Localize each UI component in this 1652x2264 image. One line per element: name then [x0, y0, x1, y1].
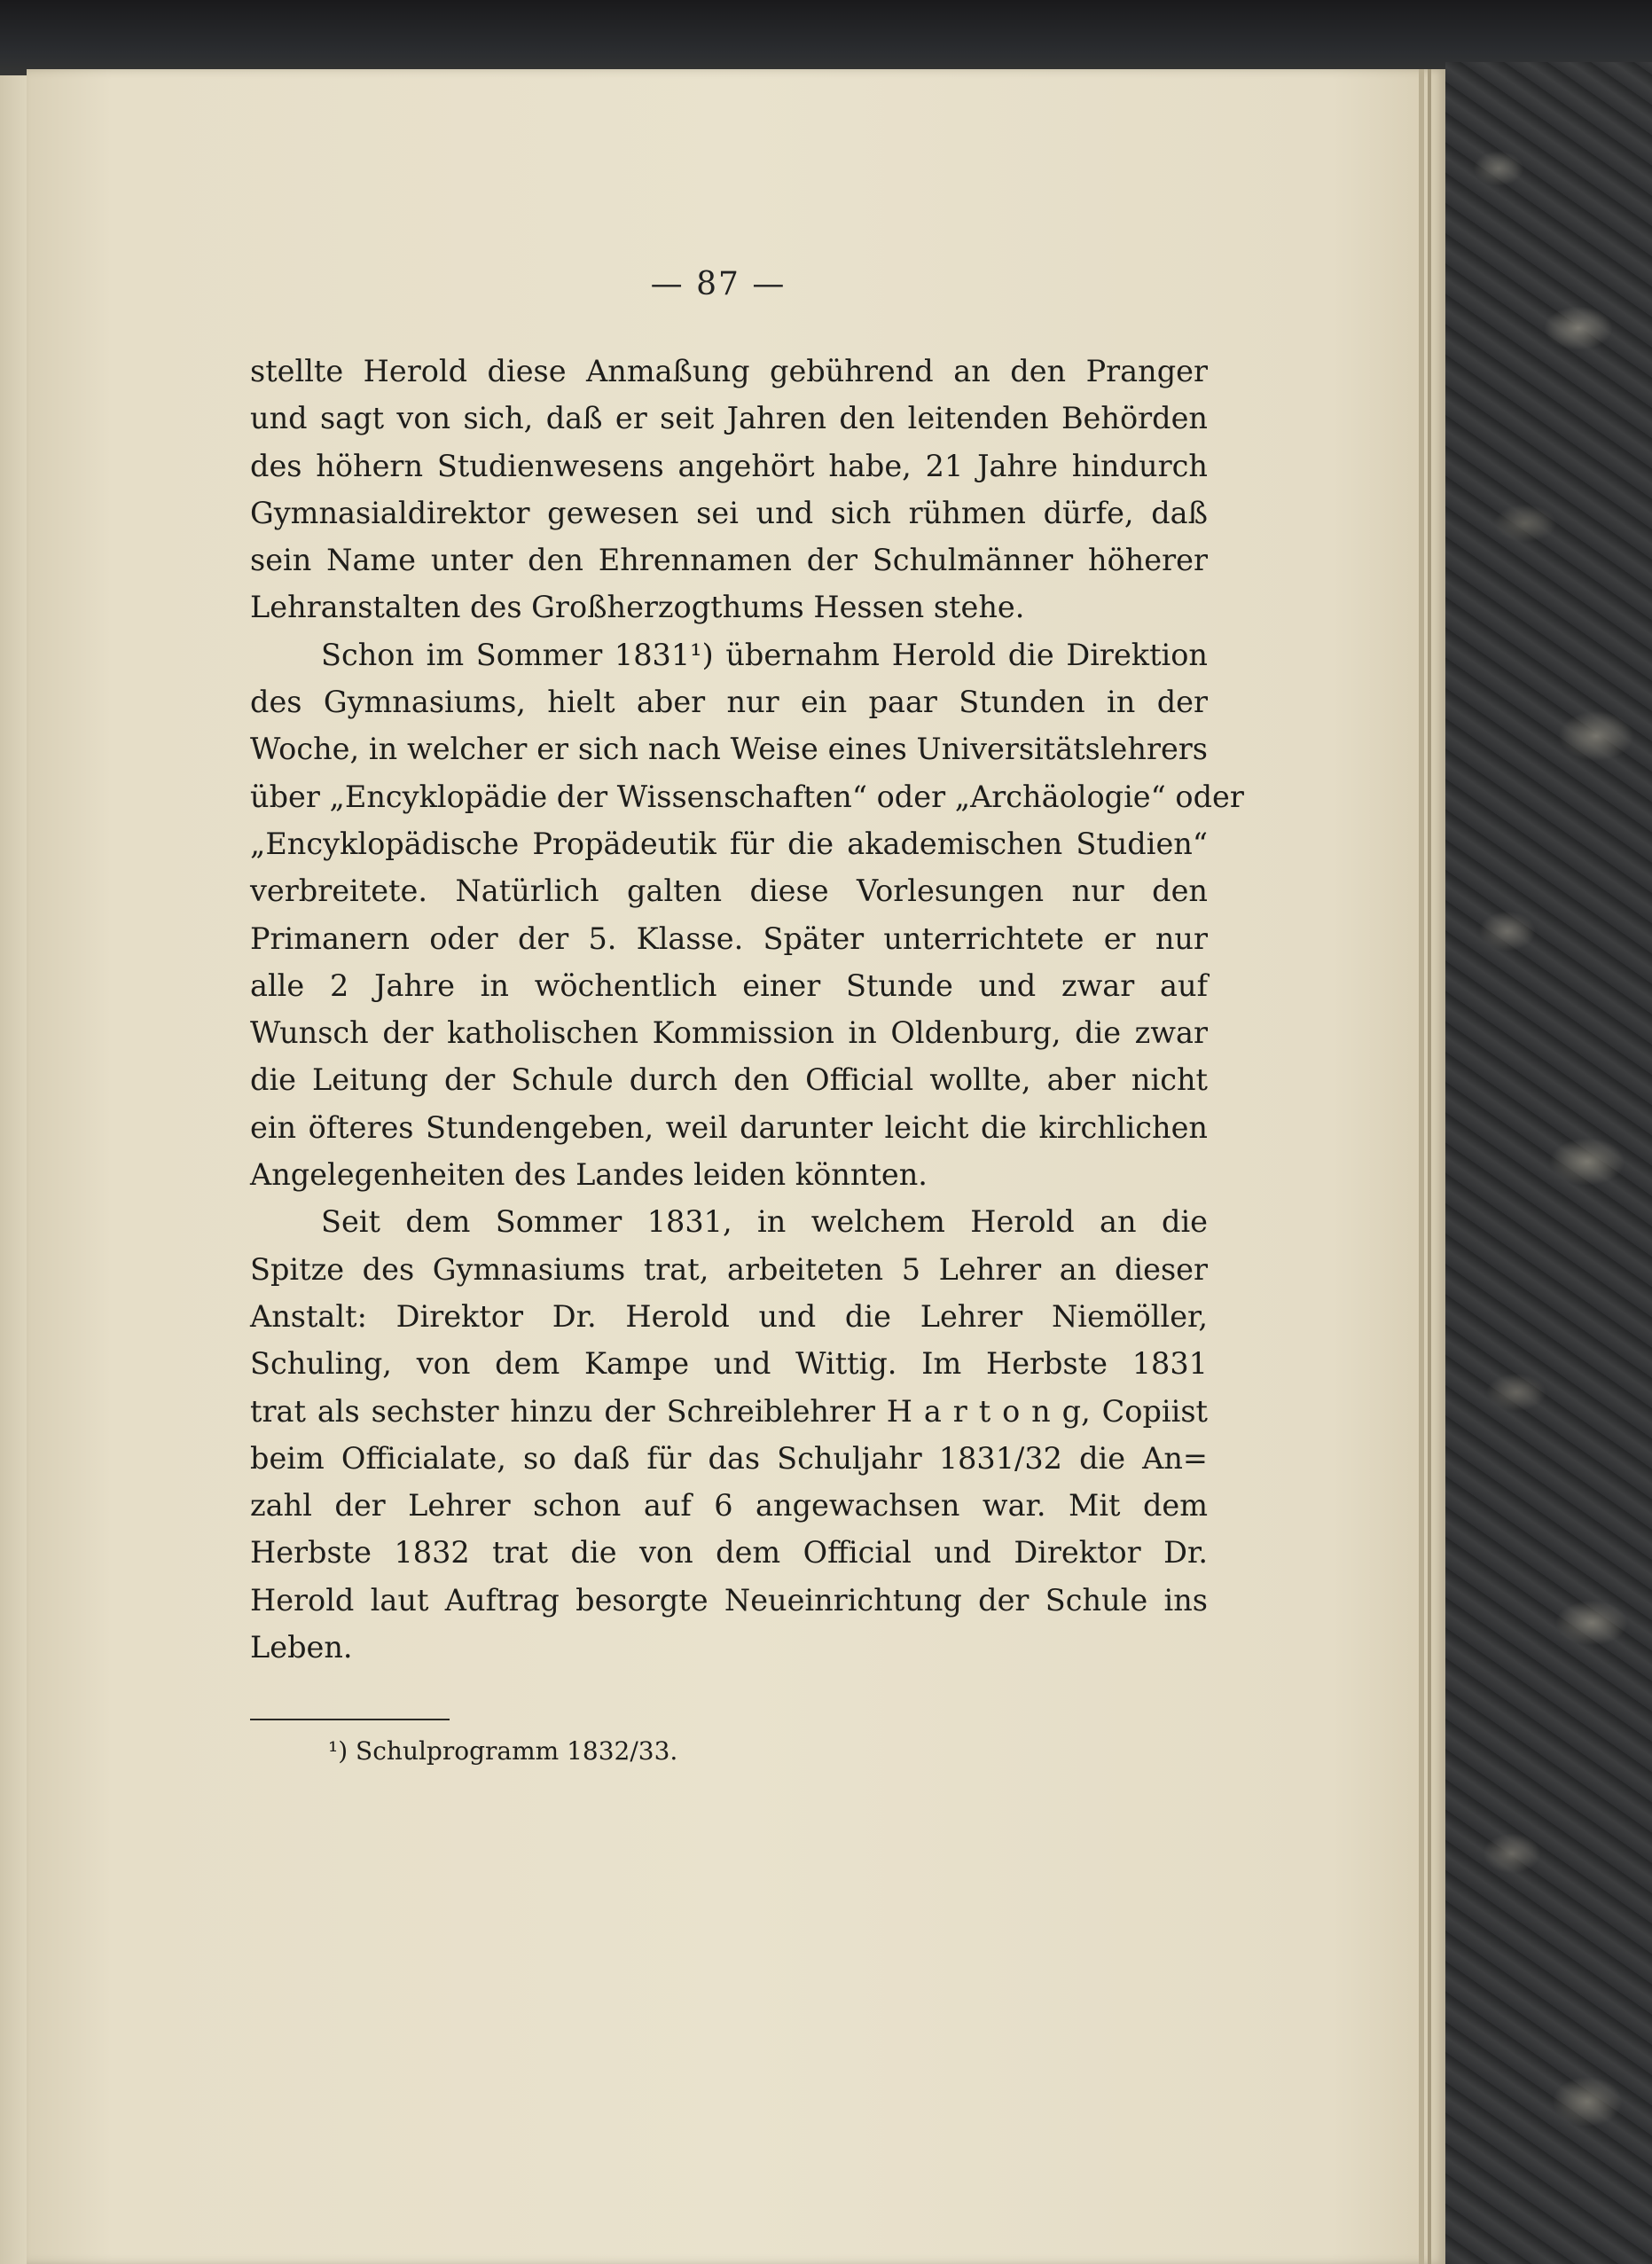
text-line: Schuling, von dem Kampe und Wittig. Im Herbste 1831 [250, 1346, 1208, 1382]
text-line: Herbste 1832 trat die von dem Official und Direktor Dr. [250, 1535, 1208, 1571]
text-line: Lehranstalten des Großherzogthums Hessen stehe. [250, 590, 1025, 625]
page-number: — 87 — [650, 266, 787, 302]
text-line: „Encyklopädische Propädeutik für die akademischen Studien“ [250, 826, 1208, 861]
text-line: Schon im Sommer 1831¹) übernahm Herold die Direktion [321, 637, 1208, 672]
text-line: Angelegenheiten des Landes leiden könnten. [250, 1157, 928, 1193]
text-line: Gymnasialdirektor gewesen sei und sich rühmen dürfe, daß [250, 495, 1208, 530]
text-line: sein Name unter den Ehrennamen der Schulmänner höherer [250, 543, 1208, 578]
body-text [250, 348, 1244, 1671]
text-line: Spitze des Gymnasiums trat, arbeiteten 5 Lehrer an dieser [250, 1251, 1208, 1287]
text-line: des Gymnasiums, hielt aber nur ein paar Stunden in der [250, 685, 1208, 720]
text-line: verbreitete. Natürlich galten diese Vorlesungen nur den [250, 873, 1208, 909]
text-line: alle 2 Jahre in wöchentlich einer Stunde und zwar auf [250, 967, 1208, 1003]
text-line: Primanern oder der 5. Klasse. Später unterrichtete er nur [250, 920, 1208, 956]
text-line: zahl der Lehrer schon auf 6 angewachsen war. Mit dem [250, 1488, 1208, 1524]
text-line: Wunsch der katholischen Kommission in Oldenburg, die zwar [250, 1015, 1208, 1051]
text-line: trat als sechster hinzu der Schreiblehrer H a r t o n g, Copiist [250, 1393, 1208, 1429]
text-line: beim Officialate, so daß für das Schuljahr 1831/32 die An= [250, 1440, 1208, 1476]
text-line: über „Encyklopädie der Wissenschaften“ oder „Archäologie“ oder [250, 779, 1244, 814]
page-edge-rule [1428, 69, 1431, 2264]
page-edge-rule [1419, 69, 1424, 2264]
text-line: Seit dem Sommer 1831, in welchem Herold an die [321, 1204, 1208, 1240]
footnote: ¹) Schulprogramm 1832/33. [328, 1736, 678, 1766]
text-line: Leben. [250, 1630, 353, 1665]
text-line: ein öfteres Stundengeben, weil darunter leicht die kirchlichen [250, 1109, 1208, 1145]
text-line: des höhern Studienwesens angehört habe, 21 Jahre hindurch [250, 448, 1208, 483]
text-line: und sagt von sich, daß er seit Jahren den leitenden Behörden [250, 401, 1208, 436]
text-line: Anstalt: Direktor Dr. Herold und die Lehrer Niemöller, [250, 1298, 1208, 1334]
text-line: die Leitung der Schule durch den Official wollte, aber nicht [250, 1062, 1208, 1098]
text-line: stellte Herold diese Anmaßung gebührend an den Pranger [250, 354, 1208, 388]
adjacent-page-edge [0, 75, 27, 2264]
text-line: Woche, in welcher er sich nach Weise eines Universitätslehrers [250, 732, 1208, 767]
footnote-divider [250, 1719, 450, 1720]
text-line: Herold laut Auftrag besorgte Neueinrichtung der Schule ins [250, 1582, 1208, 1618]
marbled-cover [1445, 62, 1652, 2264]
